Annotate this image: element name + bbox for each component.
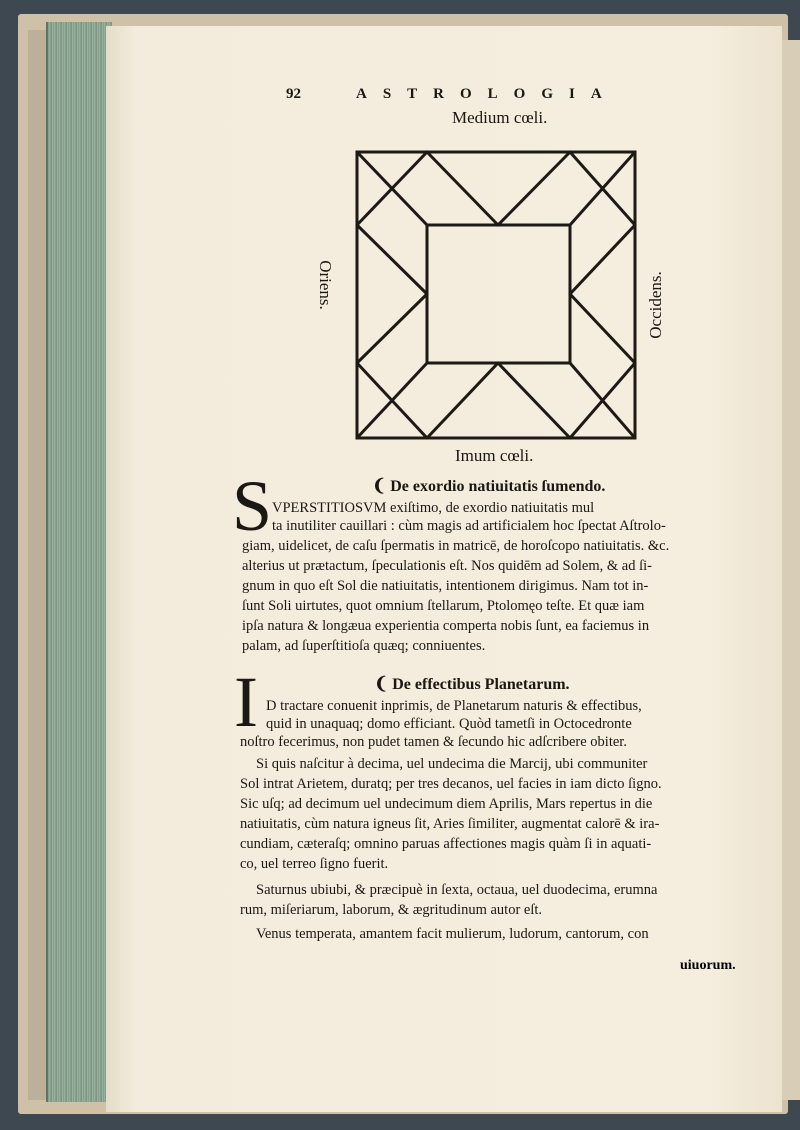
text-line: natiuitatis, cùm natura igneus ſit, Aries ſimiliter, augmentat calorē & ira-	[240, 816, 660, 832]
text-line: rum, miſeriarum, laborum, & ægritudinum autor eſt.	[240, 902, 543, 918]
line-left-mid	[357, 225, 427, 294]
text-line: VPERSTITIOSVM exiſtimo, de exordio natiuitatis mul	[272, 500, 595, 516]
line-right-mid2	[570, 294, 635, 363]
text-line: Venus temperata, amantem facit mulierum, ludorum, cantorum, con	[256, 926, 649, 942]
line-bottom-mid-right	[498, 363, 570, 438]
page-number: 92	[286, 86, 301, 102]
inner-square	[427, 225, 570, 363]
text-line: ſunt Soli uirtutes, quot omnium ſtellarum, Ptolomęo teſte. Et quæ iam	[242, 598, 645, 614]
text-line: Sic uſq; ad decimum uel undecimum diem Aprilis, Mars repertus in die	[240, 796, 653, 812]
line-left-mid2	[357, 294, 427, 363]
section1-heading	[372, 476, 605, 496]
dropcap-s: S	[232, 466, 273, 546]
line-right-mid	[570, 225, 635, 294]
horoscope-diagram	[0, 0, 800, 480]
text-line: D tractare conuenit inprimis, de Planetarum naturis & effectibus,	[266, 698, 642, 714]
text-line: quid in unaquaq; domo efficiant. Quòd tametſi in Octocedronte	[266, 716, 632, 732]
dropcap-i: I	[234, 662, 258, 742]
label-imum-coeli: Imum cœli.	[455, 446, 534, 465]
running-title: ASTROLOGIA	[356, 86, 618, 102]
text-line: ipſa natura & longæua experientia comperta nobis ſunt, ea faciemus in	[242, 618, 650, 634]
line-bottom-mid-left2	[427, 363, 498, 438]
line-top-mid-left2	[427, 152, 498, 225]
text-line: Sol intrat Arietem, duratq; per tres decanos, uel facies in iam dicto ſigno.	[240, 776, 662, 792]
text-line: giam, uidelicet, de caſu ſpermatis in matricē, de horoſcopo natiuitatis. &c.	[242, 538, 670, 554]
section2-heading-text: De effectibus Planetarum.	[392, 676, 570, 693]
text-line: alterius ut prætactum, ſpeculationis eſt. Nos quidēm ad Solem, & ad ſi-	[242, 558, 652, 574]
catchword: uiuorum.	[680, 958, 736, 973]
pilcrow-icon: ❨	[374, 674, 389, 693]
label-oriens: Oriens.	[315, 260, 335, 310]
text-line: co, uel terreo ſigno fuerit.	[240, 856, 389, 872]
section1-heading-text: De exordio natiuitatis ſumendo.	[390, 478, 606, 495]
label-medium-coeli: Medium cœli.	[452, 108, 548, 127]
text-line: noſtro fecerimus, non pudet tamen & ſecundo hic adſcribere obiter.	[240, 734, 627, 750]
text-line: palam, ad ſuperſtitioſa quæq; conniuentes.	[242, 638, 486, 654]
label-occidens: Occidens.	[645, 271, 665, 339]
section2-heading	[374, 674, 570, 694]
text-line: Si quis naſcitur à decima, uel undecima die Marcij, ubi communiter	[256, 756, 648, 772]
text-line: gnum in quo eſt Sol die natiuitatis, intentionem dirigimus. Nam tot in-	[242, 578, 649, 594]
line-top-mid-right	[498, 152, 570, 225]
text-line: ta inutiliter cauillari : cùm magis ad artificialem hoc ſpectat Aſtrolo-	[272, 518, 666, 534]
text-line: Saturnus ubiubi, & præcipuè in ſexta, octaua, uel duodecima, erumna	[256, 882, 658, 898]
pilcrow-icon: ❨	[372, 476, 387, 495]
text-line: cundiam, cæteraſq; omnino paruas affectiones magis quàm ſi in aquati-	[240, 836, 652, 852]
